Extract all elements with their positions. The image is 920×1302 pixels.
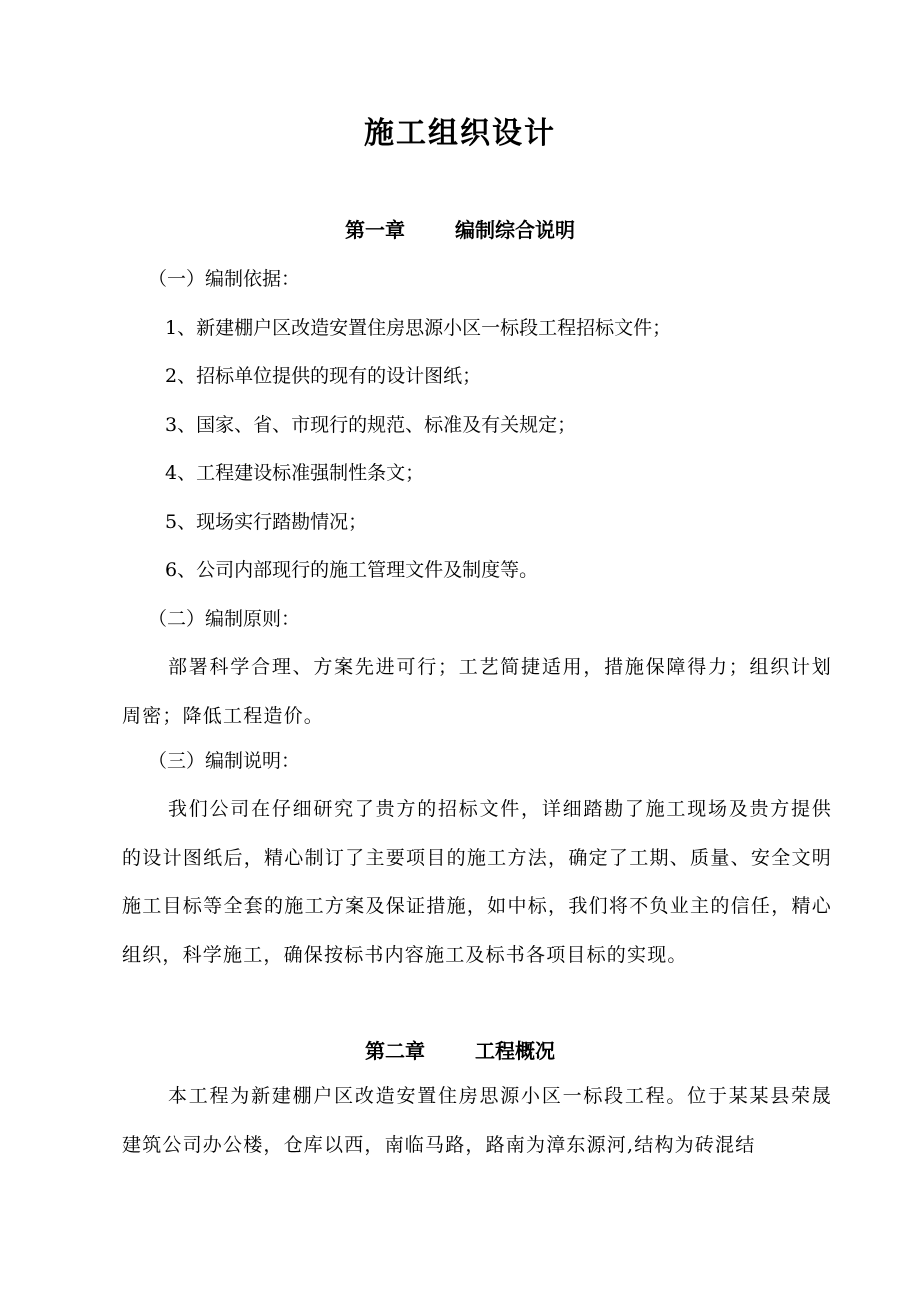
chapter-1-name: 编制综合说明 [455,218,575,242]
basis-item: 1、新建棚户区改造安置住房思源小区一标段工程招标文件； [165,317,672,339]
explanation-paragraph: 我们公司在仔细研究了贵方的招标文件，详细踏勘了施工现场及贵方提供的设计图纸后，精心制订了主要项目的施工方法，确定了工期、质量、安全文明施工目标等全套的施工方案及保证措施，如中标，我们将不负业主的信任，精心组织，科学施工，确保按标书内容施工及标书各项目标的实现。 [122,798,832,966]
basis-item: 6、公司内部现行的施工管理文件及制度等。 [165,559,539,581]
basis-item: 5、现场实行踏勘情况； [165,511,368,533]
section-principles-heading: （二）编制原则： [148,608,301,630]
basis-item: 2、招标单位提供的现有的设计图纸； [165,365,482,387]
basis-item: 3、国家、省、市现行的规范、标准及有关规定； [165,414,577,436]
basis-item: 4、工程建设标准强制性条文； [165,462,425,484]
section-basis-heading: （一）编制依据： [148,268,301,290]
section-explanation-heading: （三）编制说明： [148,750,301,772]
document-title: 施工组织设计 [364,116,556,151]
chapter-1-number: 第一章 [345,218,405,242]
chapter-2-number: 第二章 [365,1039,425,1063]
chapter-2-name: 工程概况 [475,1039,555,1063]
principles-paragraph: 部署科学合理、方案先进可行；工艺简捷适用，措施保障得力；组织计划周密；降低工程造价。 [122,656,832,727]
overview-paragraph: 本工程为新建棚户区改造安置住房思源小区一标段工程。位于某某县荣晟建筑公司办公楼，仓库以西，南临马路，路南为漳东源河,结构为砖混结 [122,1085,832,1156]
chapter-1-heading [0,215,920,245]
chapter-2-heading [0,1036,920,1066]
